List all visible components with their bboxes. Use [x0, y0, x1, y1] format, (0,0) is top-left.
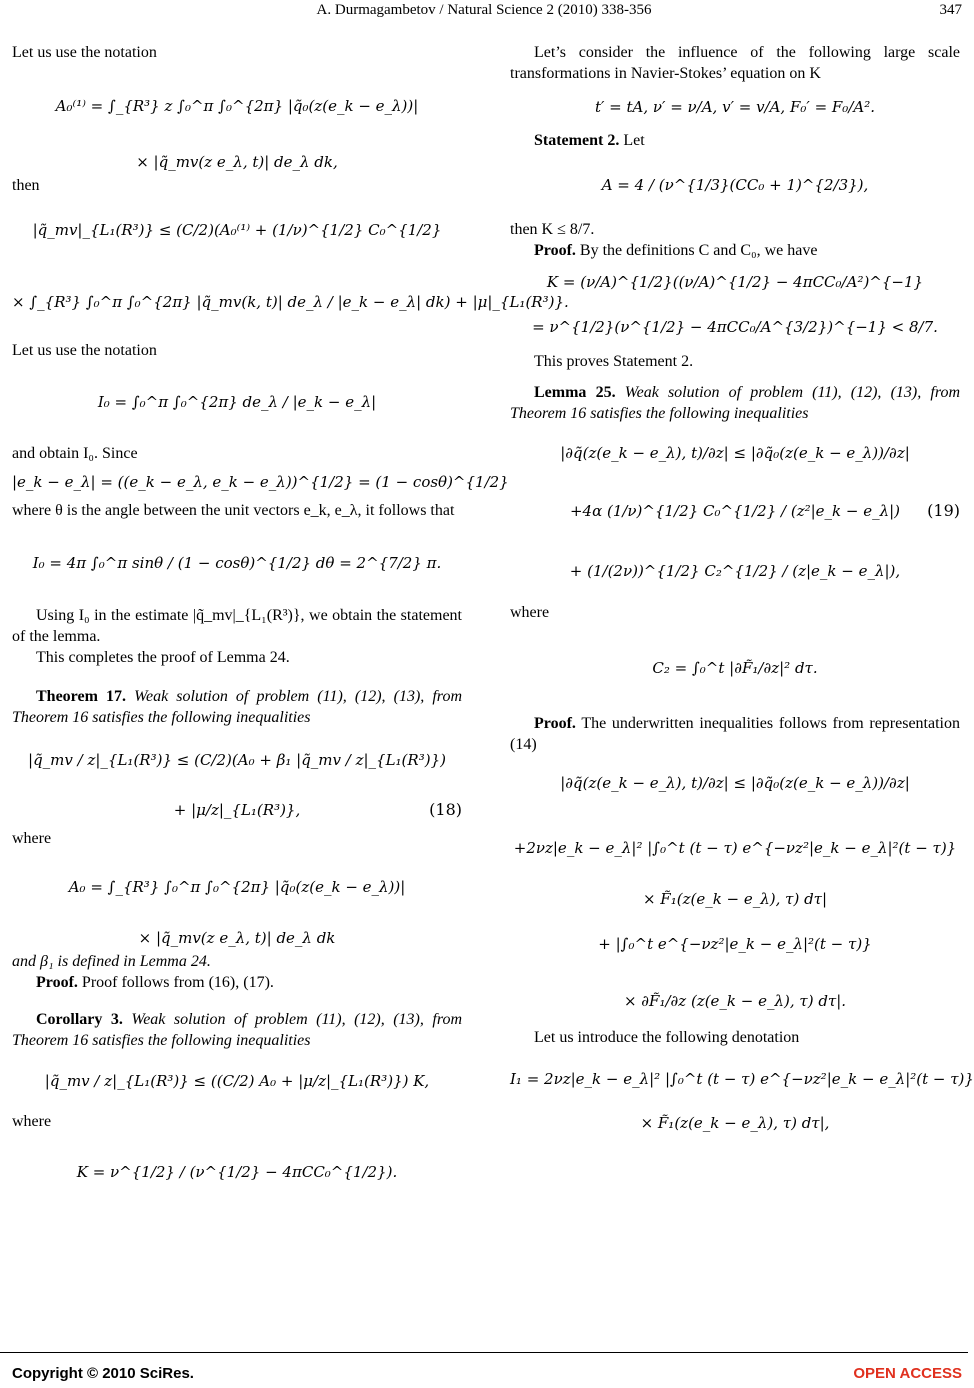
- equation-number: (19): [927, 501, 960, 520]
- theorem-paragraph: [510, 240, 960, 261]
- equation-text: C₂ = ∫₀^t |∂F̃₁/∂z|² dτ.: [652, 659, 818, 677]
- paragraph: and β₁ is defined in Lemma 24.: [12, 953, 211, 970]
- paragraph: This completes the proof of Lemma 24.: [36, 649, 290, 666]
- equation: [510, 151, 960, 219]
- theorem-text: Let: [619, 132, 645, 149]
- equation: [12, 464, 509, 500]
- equation-text: |e_k − e_λ| = ((e_k − e_λ, e_k − e_λ))^{1/2} = (1 − cosθ)^{1/2}: [12, 473, 509, 491]
- paragraph: where θ is the angle between the unit vectors e_k, e_λ, it follows that: [12, 502, 455, 519]
- theorem-paragraph: [12, 686, 462, 728]
- equation: [510, 424, 960, 482]
- equation-text: × ∫_{R³} ∫₀^π ∫₀^{2π} |q̃_mv(k, t)| de_λ / |e_k − e_λ| dk) + |μ|_{L₁(R³)}.: [12, 293, 569, 311]
- page-footer: [0, 1352, 968, 1388]
- equation: [12, 196, 462, 264]
- equation: [510, 755, 960, 811]
- running-header: A. Durmagambetov / Natural Science 2 (2010) 338-356: [316, 2, 652, 18]
- theorem-paragraph: [12, 972, 462, 993]
- equation-text: + |∫₀^t e^{−νz²|e_k − e_λ|²(t − τ)}: [598, 935, 872, 953]
- paragraph: then K ≤ 8/7.: [510, 221, 595, 238]
- equation: [510, 1110, 960, 1136]
- equation-text: I₀ = ∫₀^π ∫₀^{2π} de_λ / |e_k − e_λ|: [97, 393, 377, 411]
- paragraph: Let us use the notation: [12, 342, 157, 359]
- equation: [12, 849, 462, 925]
- equation: [510, 303, 960, 351]
- equation: [12, 792, 462, 828]
- equation-number: (18): [429, 800, 462, 819]
- equation-text: × ∂F̃₁/∂z (z(e_k − e_λ), τ) dτ|.: [623, 992, 847, 1010]
- equation-text: t′ = tA, ν′ = ν/A, v′ = v/A, F₀′ = F₀/A².: [594, 98, 875, 116]
- theorem-label: Statement 2.: [534, 132, 620, 149]
- equation-text: +4α (1/ν)^{1/2} C₀^{1/2} / (z²|e_k − e_λ|): [569, 502, 901, 520]
- equation-text: K = ν^{1/2} / (ν^{1/2} − 4πCC₀^{1/2}).: [76, 1163, 398, 1181]
- equation: [12, 1132, 462, 1212]
- theorem-label: Proof.: [534, 715, 576, 732]
- equation: [510, 540, 960, 602]
- theorem-paragraph: [12, 1009, 462, 1051]
- theorem-text: By the definitions C and C₀, we have: [575, 242, 818, 259]
- theorem-text: Proof follows from (16), (17).: [77, 974, 274, 991]
- theorem-text: Weak solution of problem (11), (12), (13), from Theorem 16 satisfies the following inequalities: [12, 1011, 463, 1049]
- paragraph: where: [12, 1113, 52, 1130]
- equation-text: × |q̃_mv(z e_λ, t)| de_λ dk: [138, 929, 336, 947]
- equation: [510, 913, 960, 975]
- copyright-notice: Copyright © 2010 SciRes.: [12, 1365, 194, 1382]
- paragraph: Using I₀ in the estimate |q̃_mv|_{L₁(R³)}, we obtain the statement of the lemma.: [12, 607, 462, 645]
- equation: [510, 84, 960, 130]
- equation-text: |q̃_mv|_{L₁(R³)} ≤ (C/2)(A₀⁽¹⁾ + (1/ν)^{1/2} C₀^{1/2}: [32, 221, 442, 239]
- equation: [510, 261, 960, 303]
- theorem-label: Lemma 25.: [534, 384, 616, 401]
- equation-text: × F̃₁(z(e_k − e_λ), τ) dτ|: [642, 890, 828, 908]
- theorem-text: Weak solution of problem (11), (12), (13), from Theorem 16 satisfies the following inequalities: [510, 384, 961, 422]
- equation: [12, 1051, 462, 1111]
- theorem-label: Corollary 3.: [36, 1011, 123, 1028]
- paragraph: and obtain I₀. Since: [12, 445, 138, 462]
- equation: [12, 149, 462, 175]
- equation: [12, 63, 462, 149]
- equation-text: I₀ = 4π ∫₀^π sinθ / (1 − cosθ)^{1/2} dθ = 2^{7/2} π.: [32, 554, 442, 572]
- page-number: 347: [939, 2, 962, 18]
- theorem-text: Weak solution of problem (11), (12), (13), from Theorem 16 satisfies the following inequalities: [12, 688, 462, 726]
- equation: [12, 521, 462, 605]
- equation: [510, 482, 960, 540]
- equation-text: × |q̃_mv(z e_λ, t)| de_λ dk,: [136, 153, 338, 171]
- paragraph: Let us use the notation: [12, 44, 157, 61]
- equation: [510, 811, 960, 885]
- theorem-paragraph: [510, 713, 960, 755]
- equation: [510, 975, 960, 1027]
- paragraph: where: [510, 604, 550, 621]
- theorem-label: Proof.: [36, 974, 78, 991]
- paragraph: Let’s consider the influence of the following large scale transformations in Navier-Stokes’ equation on K: [510, 44, 960, 82]
- theorem-text: The underwritten inequalities follows from representation (14): [510, 715, 960, 753]
- equation-text: + (1/(2ν))^{1/2} C₂^{1/2} / (z|e_k − e_λ|),: [569, 562, 901, 580]
- equation-text: |∂q̃(z(e_k − e_λ), t)/∂z| ≤ |∂q̃₀(z(e_k − e_λ))/∂z|: [560, 774, 910, 792]
- open-access-label: OPEN ACCESS: [853, 1365, 962, 1382]
- paragraph: This proves Statement 2.: [534, 353, 694, 370]
- equation: [510, 1048, 974, 1110]
- theorem-paragraph: [510, 130, 960, 151]
- equation-text: |q̃_mv / z|_{L₁(R³)} ≤ ((C/2) A₀ + |μ/z|_{L₁(R³)}) K,: [44, 1072, 430, 1090]
- equation-text: A = 4 / (ν^{1/3}(CC₀ + 1)^{2/3}),: [601, 176, 869, 194]
- paragraph: Let us introduce the following denotation: [534, 1029, 800, 1046]
- equation-text: I₁ = 2νz|e_k − e_λ|² |∫₀^t (t − τ) e^{−νz²|e_k − e_λ|²(t − τ)}: [510, 1070, 974, 1088]
- paragraph: then: [12, 177, 40, 194]
- equation: [12, 925, 462, 951]
- equation-text: A₀⁽¹⁾ = ∫_{R³} z ∫₀^π ∫₀^{2π} |q̃₀(z(e_k − e_λ))|: [55, 97, 419, 115]
- equation: [12, 728, 462, 792]
- equation: [12, 264, 569, 340]
- equation: [12, 361, 462, 443]
- equation-text: |∂q̃(z(e_k − e_λ), t)/∂z| ≤ |∂q̃₀(z(e_k − e_λ))/∂z|: [560, 444, 910, 462]
- theorem-paragraph: [510, 382, 960, 424]
- right-column: [510, 42, 974, 1136]
- equation-text: = ν^{1/2}(ν^{1/2} − 4πCC₀/A^{3/2})^{−1} < 8/7.: [532, 318, 938, 336]
- equation-text: + |μ/z|_{L₁(R³)},: [173, 801, 301, 819]
- equation: [510, 885, 960, 913]
- equation-text: × F̃₁(z(e_k − e_λ), τ) dτ|,: [640, 1114, 830, 1132]
- paragraph: where: [12, 830, 52, 847]
- equation-text: K = (ν/A)^{1/2}((ν/A)^{1/2} − 4πCC₀/A²)^{−1}: [546, 273, 924, 291]
- equation-text: +2νz|e_k − e_λ|² |∫₀^t (t − τ) e^{−νz²|e_k − e_λ|²(t − τ)}: [513, 839, 957, 857]
- theorem-label: Theorem 17.: [36, 688, 127, 705]
- theorem-label: Proof.: [534, 242, 576, 259]
- equation: [510, 623, 960, 713]
- equation-text: |q̃_mv / z|_{L₁(R³)} ≤ (C/2)(A₀ + β₁ |q̃_mv / z|_{L₁(R³)}): [28, 751, 446, 769]
- equation-text: A₀ = ∫_{R³} ∫₀^π ∫₀^{2π} |q̃₀(z(e_k − e_λ))|: [68, 878, 406, 896]
